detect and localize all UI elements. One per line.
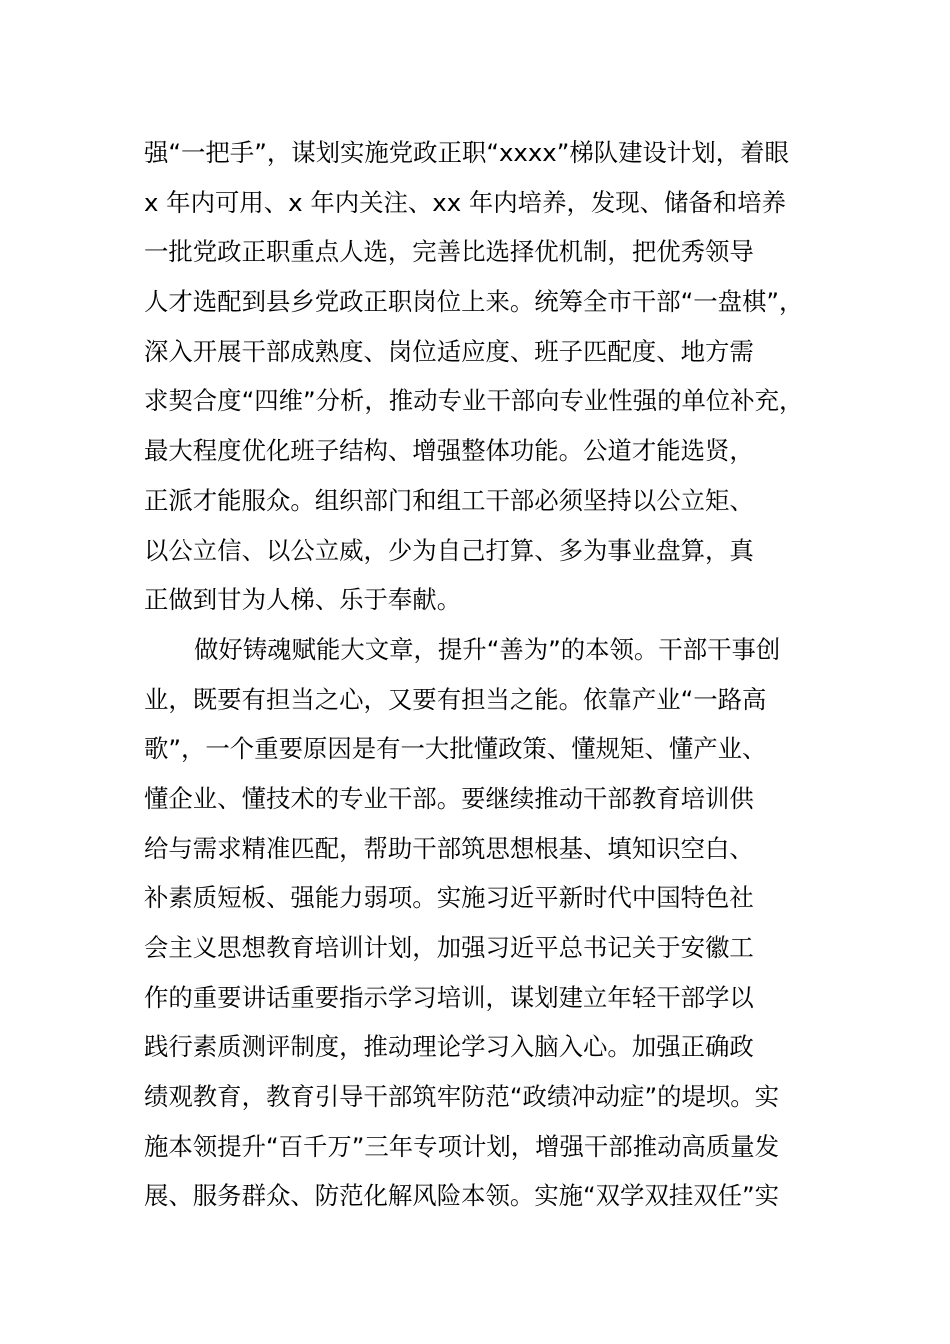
text-line: 一批党政正职重点人选，完善比选择优机制，把优秀领导 — [144, 237, 754, 267]
paragraph-first-line: 做好铸魂赋能大文章，提升“善为”的本领。干部干事创 — [194, 634, 781, 664]
text-line: 以公立信、以公立威，少为自己打算、多为事业盘算，真 — [144, 535, 754, 565]
text-line: 践行素质测评制度，推动理论学习入脑入心。加强正确政 — [144, 1032, 754, 1062]
text-line: 深入开展干部成熟度、岗位适应度、班子匹配度、地方需 — [144, 336, 754, 366]
text-line: 业，既要有担当之心，又要有担当之能。依靠产业“一路高 — [144, 684, 767, 714]
text-line: 会主义思想教育培训计划，加强习近平总书记关于安徽工 — [144, 933, 754, 962]
text-line: x 年内可用、x 年内关注、xx 年内培养，发现、储备和培养 — [144, 187, 786, 217]
text-line: 懂企业、懂技术的专业干部。要继续推动干部教育培训供 — [144, 783, 754, 813]
text-line: 绩观教育，教育引导干部筑牢防范“政绩冲动症”的堤坝。实 — [144, 1082, 780, 1112]
text-line: 给与需求精准匹配，帮助干部筑思想根基、填知识空白、 — [144, 833, 754, 863]
body-text — [144, 128, 834, 1221]
text-line: 求契合度“四维”分析，推动专业干部向专业性强的单位补充， — [144, 386, 804, 416]
text-line: 人才选配到县乡党政正职岗位上来。统筹全市干部“一盘棋”， — [144, 287, 804, 317]
text-line: 补素质短板、强能力弱项。实施习近平新时代中国特色社 — [144, 883, 754, 913]
text-line: 最大程度优化班子结构、增强整体功能。公道才能选贤， — [144, 436, 754, 466]
text-line: 正做到甘为人梯、乐于奉献。 — [144, 585, 462, 615]
text-line: 歌”，一个重要原因是有一大批懂政策、懂规矩、懂产业、 — [144, 734, 767, 764]
text-line: 展、服务群众、防范化解风险本领。实施“双学双挂双任”实 — [144, 1181, 780, 1211]
text-line: 施本领提升“百千万”三年专项计划，增强干部推动高质量发 — [144, 1131, 780, 1161]
text-line: 正派才能服众。组织部门和组工干部必须坚持以公立矩、 — [144, 485, 754, 515]
text-line: 作的重要讲话重要指示学习培训，谋划建立年轻干部学以 — [144, 982, 754, 1012]
text-line: 强“一把手”，谋划实施党政正职“xxxx”梯队建设计划，着眼 — [144, 138, 789, 167]
